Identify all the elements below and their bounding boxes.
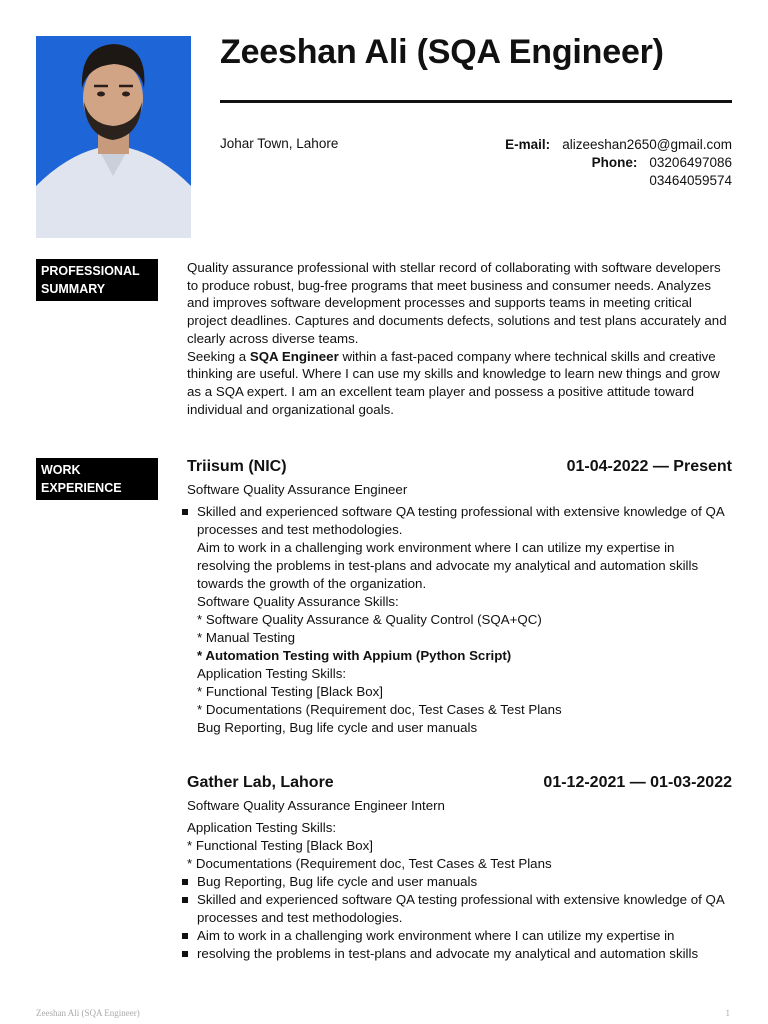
summary-text	[187, 259, 732, 418]
summary-bold-role: SQA Engineer	[249, 348, 339, 364]
summary-text-part: within a fast-paced company where technical skills and creative thinking are useful. Where I can use my skills and knowledge to learn new things and grow as a SQA expert. I am an excellent team player and possess a positive attitude toward individual and organizational goals.	[187, 348, 720, 417]
detail-line: Aim to work in a challenging work environment where I can utilize my expertise in	[197, 540, 675, 555]
job-entry	[187, 774, 732, 963]
list-item: Aim to work in a challenging work environment where I can utilize my expertise in	[187, 927, 732, 945]
detail-line: * Documentations (Requirement doc, Test Cases & Test Plans	[197, 702, 562, 717]
detail-line: * Documentations (Requirement doc, Test Cases & Test Plans	[187, 856, 552, 871]
section-label-work	[36, 458, 158, 500]
job-bullets	[187, 873, 732, 963]
detail-line: processes and test methodologies.	[197, 522, 403, 537]
summary-text-part: Seeking a	[187, 348, 250, 364]
detail-line: * Manual Testing	[197, 630, 296, 645]
detail-line: Application Testing Skills:	[197, 666, 347, 681]
footer-name: Zeeshan Ali (SQA Engineer)	[36, 1008, 140, 1018]
detail-line: * Software Quality Assurance & Quality Control (SQA+QC)	[197, 612, 542, 627]
phone-value-2: 03464059574	[649, 173, 732, 188]
job-details	[187, 503, 732, 737]
section-label-summary	[36, 259, 158, 301]
job-dates: 01-04-2022 — Present	[566, 458, 732, 475]
list-item: resolving the problems in test-plans and advocate my analytical and automation skills	[187, 945, 732, 963]
section-label-line: WORK	[41, 463, 81, 477]
job-title: Software Quality Assurance Engineer Intern	[187, 798, 445, 813]
detail-line: * Automation Testing with Appium (Python Script)	[197, 648, 512, 663]
page-number: 1	[725, 1008, 730, 1018]
summary-paragraph-2	[187, 348, 732, 419]
page-title: Zeeshan Ali (SQA Engineer)	[220, 33, 664, 71]
contact-block	[505, 136, 732, 190]
list-item	[187, 503, 732, 737]
profile-photo	[36, 36, 191, 238]
detail-line: * Functional Testing [Black Box]	[187, 838, 374, 853]
detail-line: Skilled and experienced software QA testing professional with extensive knowledge of QA	[197, 504, 725, 519]
job-skills	[187, 819, 732, 873]
email-value: alizeeshan2650@gmail.com	[562, 137, 732, 152]
phone-label: Phone:	[591, 155, 638, 170]
title-divider	[220, 100, 732, 103]
email-label: E-mail:	[505, 137, 551, 152]
section-label-line: SUMMARY	[41, 282, 106, 296]
company-name: Triisum (NIC)	[187, 458, 287, 475]
list-item: Skilled and experienced software QA testing professional with extensive knowledge of QA processes and test methodologies.	[187, 891, 732, 927]
job-entry	[187, 458, 732, 737]
job-title: Software Quality Assurance Engineer	[187, 482, 408, 497]
section-label-line: EXPERIENCE	[41, 481, 122, 495]
list-item: Bug Reporting, Bug life cycle and user manuals	[187, 873, 732, 891]
detail-line: resolving the problems in test-plans and advocate my analytical and automation skills	[197, 558, 699, 573]
section-label-line: PROFESSIONAL	[41, 264, 140, 278]
detail-line: Software Quality Assurance Skills:	[197, 594, 399, 609]
detail-line: Bug Reporting, Bug life cycle and user manuals	[197, 720, 478, 735]
detail-line: * Functional Testing [Black Box]	[197, 684, 384, 699]
detail-line: towards the growth of the organization.	[197, 576, 427, 591]
company-name: Gather Lab, Lahore	[187, 774, 334, 791]
summary-paragraph-1: Quality assurance professional with stellar record of collaborating with software developers to produce robust, bug-free programs that meet business and consumer needs. Analyzes and improves software development processes and supports teams in meeting critical project deadlines. Captures and documents defects, solutions and test plans accurately and clearly across diverse teams.	[187, 260, 727, 346]
job-dates: 01-12-2021 — 01-03-2022	[543, 774, 732, 791]
detail-line: Application Testing Skills:	[187, 820, 337, 835]
address: Johar Town, Lahore	[220, 136, 339, 151]
phone-value-1: 03206497086	[649, 155, 732, 170]
